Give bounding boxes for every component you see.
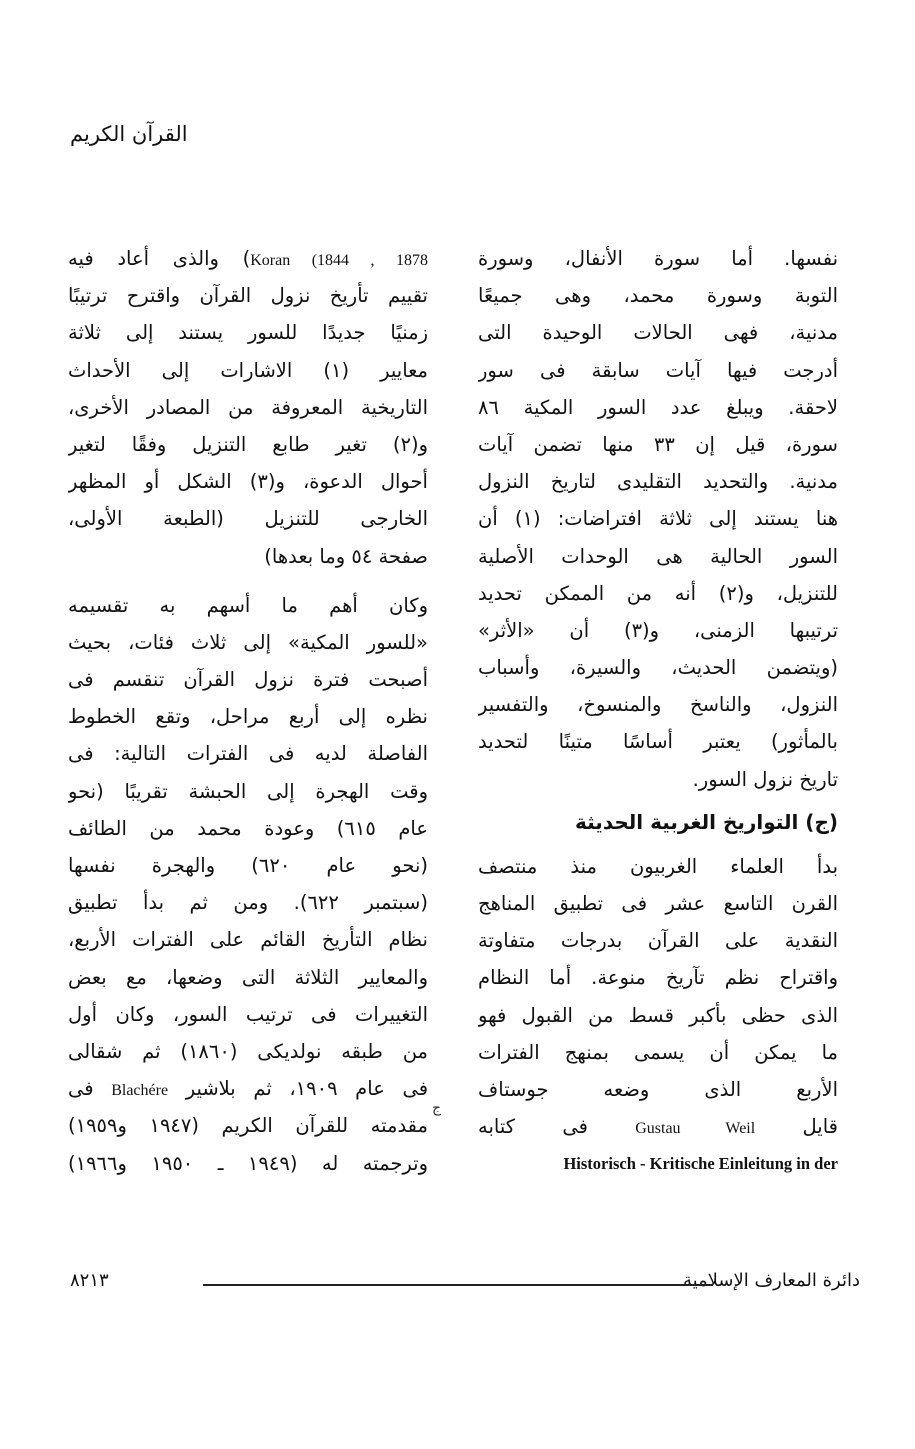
text-line: عام ٦١٥) وعودة محمد من الطائف bbox=[68, 816, 428, 840]
text-line: الفاصلة لديه فى الفترات التالية: فى bbox=[68, 742, 428, 766]
text-line: ما يمكن أن يسمى بمنهج الفترات bbox=[478, 1040, 838, 1064]
text-line: (نحو عام ٦٢٠) والهجرة نفسها bbox=[68, 854, 428, 877]
text-line bbox=[478, 1108, 838, 1145]
text-line: من طبقه نولديكى (١٨٦٠) ثم شقالى bbox=[68, 1039, 428, 1063]
text-line: الذى حظى بأكبر قسط من القبول فهو bbox=[478, 1003, 838, 1027]
text-line: و(٢) تغير طابع التنزيل وفقًا لتغير bbox=[68, 432, 428, 456]
text-line bbox=[68, 1070, 428, 1107]
author-name-latin: Blachére bbox=[111, 1082, 169, 1100]
left-column bbox=[68, 240, 428, 1182]
text-line: (سبتمبر ٦٢٢). ومن ثم بدأ تطبيق bbox=[68, 891, 428, 915]
text-fragment: ) والذى أعاد فيه bbox=[68, 247, 251, 270]
text-line: هنا يستند إلى ثلاثة افتراضات: (١) أن bbox=[478, 507, 838, 531]
text-line: أحوال الدعوة، و(٣) الشكل أو المظهر bbox=[68, 470, 428, 494]
text-line: صفحة ٥٤ وما بعدها) bbox=[264, 544, 428, 568]
text-line: نفسها. أما سورة الأنفال، وسورة bbox=[478, 247, 838, 270]
text-line: زمنيًا جديدًا للسور يستند إلى ثلاثة bbox=[68, 321, 428, 345]
text-line: القرن التاسع عشر فى تطبيق المناهج bbox=[478, 892, 838, 915]
author-name-latin: Gustau Weil bbox=[635, 1120, 756, 1138]
text-line: بالمأثور) يعتبر أساسًا متينًا لتحديد bbox=[478, 730, 838, 754]
right-para-1 bbox=[478, 240, 838, 798]
text-line: الخارجى للتنزيل (الطبعة الأولى، bbox=[68, 507, 428, 531]
text-line: مدنية، فهى الحالات الوحيدة التى bbox=[478, 321, 838, 345]
paragraph-gap bbox=[68, 575, 428, 587]
book-title-latin: Koran (1844 , 1878 bbox=[250, 252, 428, 269]
text-line: أدرجت فيها آيات سابقة فى سور bbox=[478, 358, 838, 382]
text-line: مقدمته للقرآن الكريم (١٩٤٧ و١٩٥٩) bbox=[68, 1114, 428, 1138]
text-line: تاريخ نزول السور. bbox=[692, 767, 838, 791]
right-para-2 bbox=[478, 848, 838, 1183]
text-line: النزول، والناسخ والمنسوخ، والتفسير bbox=[478, 693, 838, 717]
text-line: النقدية على القرآن بدرجات متفاوتة bbox=[478, 929, 838, 953]
text-line: وقت الهجرة إلى الحبشة تقريبًا (نحو bbox=[68, 779, 428, 803]
text-line: الأربع الذى وضعه جوستاف bbox=[478, 1077, 838, 1101]
text-line: التاريخية المعروفة من المصادر الأخرى، bbox=[68, 395, 428, 419]
text-line: نظره إلى أربع مراحل، وتقع الخطوط bbox=[68, 705, 428, 729]
text-line: «للسور المكية» إلى ثلاث فئات، بحيث bbox=[68, 630, 428, 654]
text-line bbox=[68, 240, 428, 277]
text-line: للتنزيل، و(٢) أنه من الممكن تحديد bbox=[478, 581, 838, 605]
text-line: أصبحت فترة نزول القرآن تنقسم فى bbox=[68, 668, 428, 692]
footer-rule bbox=[203, 1284, 713, 1286]
text-fragment: فى عام ١٩٠٩، ثم بلاشير bbox=[185, 1077, 428, 1101]
running-title: القرآن الكريم bbox=[70, 122, 188, 146]
right-column bbox=[478, 240, 838, 1183]
text-line: واقتراح نظم تآريخ منوعة. أما النظام bbox=[478, 966, 838, 990]
text-line: بدأ العلماء الغربيون منذ منتصف bbox=[478, 854, 838, 878]
text-line: وترجمته له (١٩٤٩ ـ ١٩٥٠ و١٩٦٦) bbox=[68, 1151, 428, 1175]
book-title-latin: Historisch - Kritische Einleitung in der bbox=[563, 1154, 838, 1174]
text-line: التوبة وسورة محمد، وهى جميعًا bbox=[478, 284, 838, 308]
text-fragment: فى كتابه bbox=[478, 1115, 588, 1139]
left-para-2 bbox=[68, 587, 428, 1182]
text-line: والمعايير الثلاثة التى وضعها، مع بعض bbox=[68, 965, 428, 989]
text-fragment: فى bbox=[68, 1077, 94, 1101]
text-line: التغييرات فى ترتيب السور، وكان أول bbox=[68, 1002, 428, 1026]
journal-title: دائرة المعارف الإسلامية bbox=[682, 1270, 860, 1291]
text-line: السور الحالية هى الوحدات الأصلية bbox=[478, 544, 838, 568]
left-para-1 bbox=[68, 240, 428, 575]
page-number: ٨٢١٣ bbox=[70, 1270, 109, 1291]
text-line: تقييم تأريخ نزول القرآن واقترح ترتيبًا bbox=[68, 284, 428, 308]
page-footer bbox=[70, 1270, 860, 1300]
text-line: وكان أهم ما أسهم به تقسيمه bbox=[68, 593, 428, 617]
text-fragment: قايل bbox=[802, 1115, 838, 1139]
margin-marker: ج bbox=[432, 1100, 442, 1116]
text-line: ترتيبها الزمنى، و(٣) أن «الأثر» bbox=[478, 618, 838, 642]
text-line: (ويتضمن الحديث، والسيرة، وأسباب bbox=[478, 656, 838, 680]
text-line: معايير (١) الاشارات إلى الأحداث bbox=[68, 358, 428, 382]
text-line: نظام التأريخ القائم على الفترات الأربع، bbox=[68, 928, 428, 952]
text-line: مدنية. والتحديد التقليدى لتاريخ النزول bbox=[478, 470, 838, 494]
text-line: سورة، قيل إن ٣٣ منها تضمن آيات bbox=[478, 432, 838, 456]
text-line: لاحقة. ويبلغ عدد السور المكية ٨٦ bbox=[478, 395, 838, 419]
section-heading: (ج) التواريخ الغربية الحديثة bbox=[575, 809, 838, 834]
